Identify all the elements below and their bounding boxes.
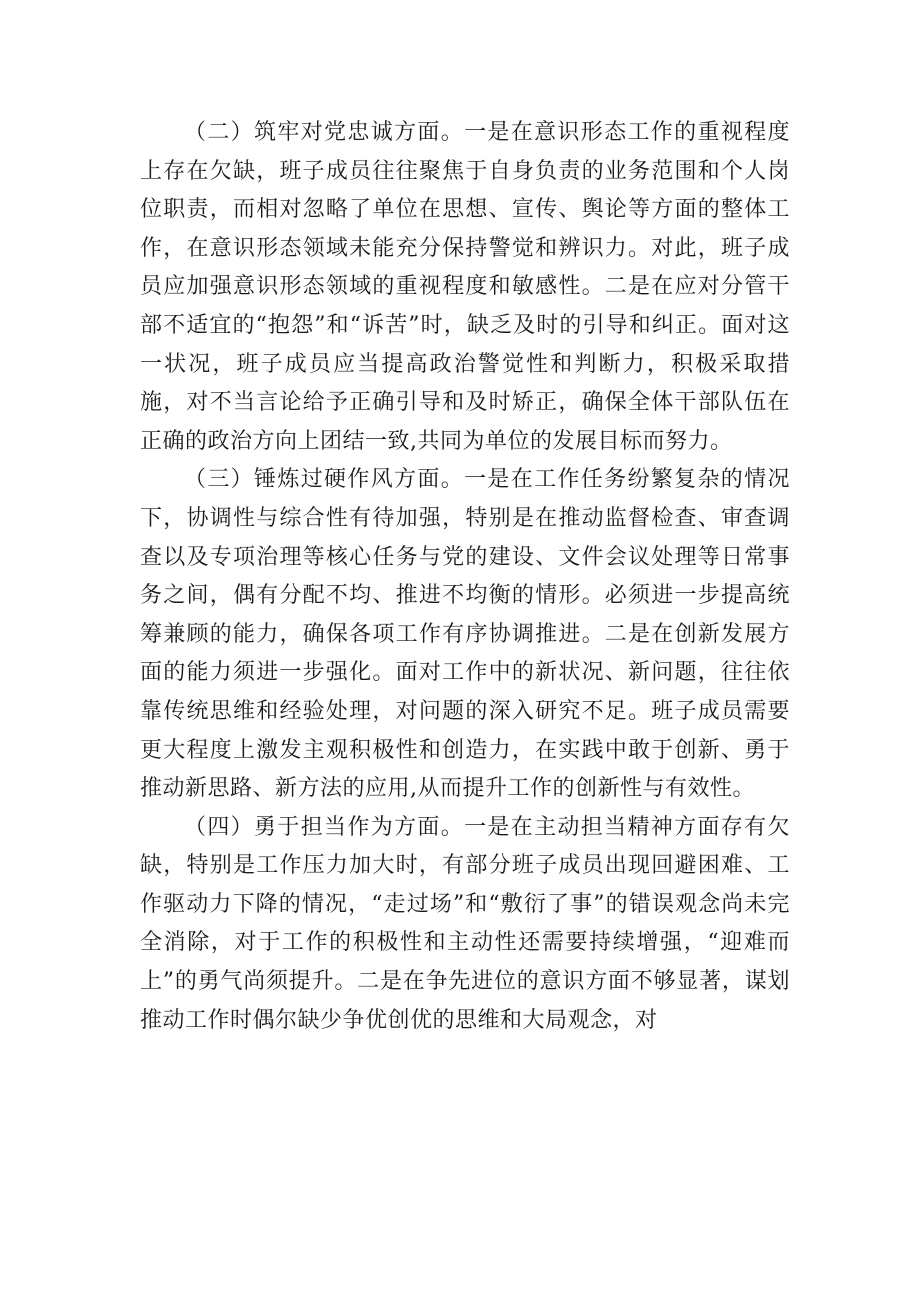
paragraph-loyalty: （二）筑牢对党忠诚方面。一是在意识形态工作的重视程度上存在欠缺，班子成员往往聚焦于自身负责的业务范围和个人岗位职责，而相对忽略了单位在思想、宣传、舆论等方面的整体工作，在意识形态领域未能充分保持警觉和辨识力。对此，班子成员应加强意识形态领域的重视程度和敏感性。二是在应对分管干部不适宜的“抱怨”和“诉苦”时，缺乏及时的引导和纠正。面对这一状况，班子成员应当提高政治警觉性和判断力，积极采取措施，对不当言论给予正确引导和及时矫正，确保全体干部队伍在正确的政治方向上团结一致,共同为单位的发展目标而努力。 [140, 120, 790, 454]
body-text [140, 114, 790, 1040]
paragraph-work-style: （三）锤炼过硬作风方面。一是在工作任务纷繁复杂的情况下，协调性与综合性有待加强，特别是在推动监督检查、审查调查以及专项治理等核心任务与党的建设、文件会议处理等日常事务之间，偶有分配不均、推进不均衡的情形。必须进一步提高统筹兼顾的能力，确保各项工作有序协调推进。二是在创新发展方面的能力须进一步强化。面对工作中的新状况、新问题，往往依靠传统思维和经验处理，对问题的深入研究不足。班子成员需要更大程度上激发主观积极性和创造力，在实践中敢于创新、勇于推动新思路、新方法的应用,从而提升工作的创新性与有效性。 [140, 467, 790, 802]
paragraph-responsibility: （四）勇于担当作为方面。一是在主动担当精神方面存有欠缺，特别是工作压力加大时，有部分班子成员出现回避困难、工作驱动力下降的情况，“走过场”和“敷衍了事”的错误观念尚未完全消除，对于工作的积极性和主动性还需要持续增强，“迎难而上”的勇气尚须提升。二是在争先进位的意识方面不够显著，谋划推动工作时偶尔缺少争优创优的思维和大局观念，对 [140, 814, 790, 1033]
